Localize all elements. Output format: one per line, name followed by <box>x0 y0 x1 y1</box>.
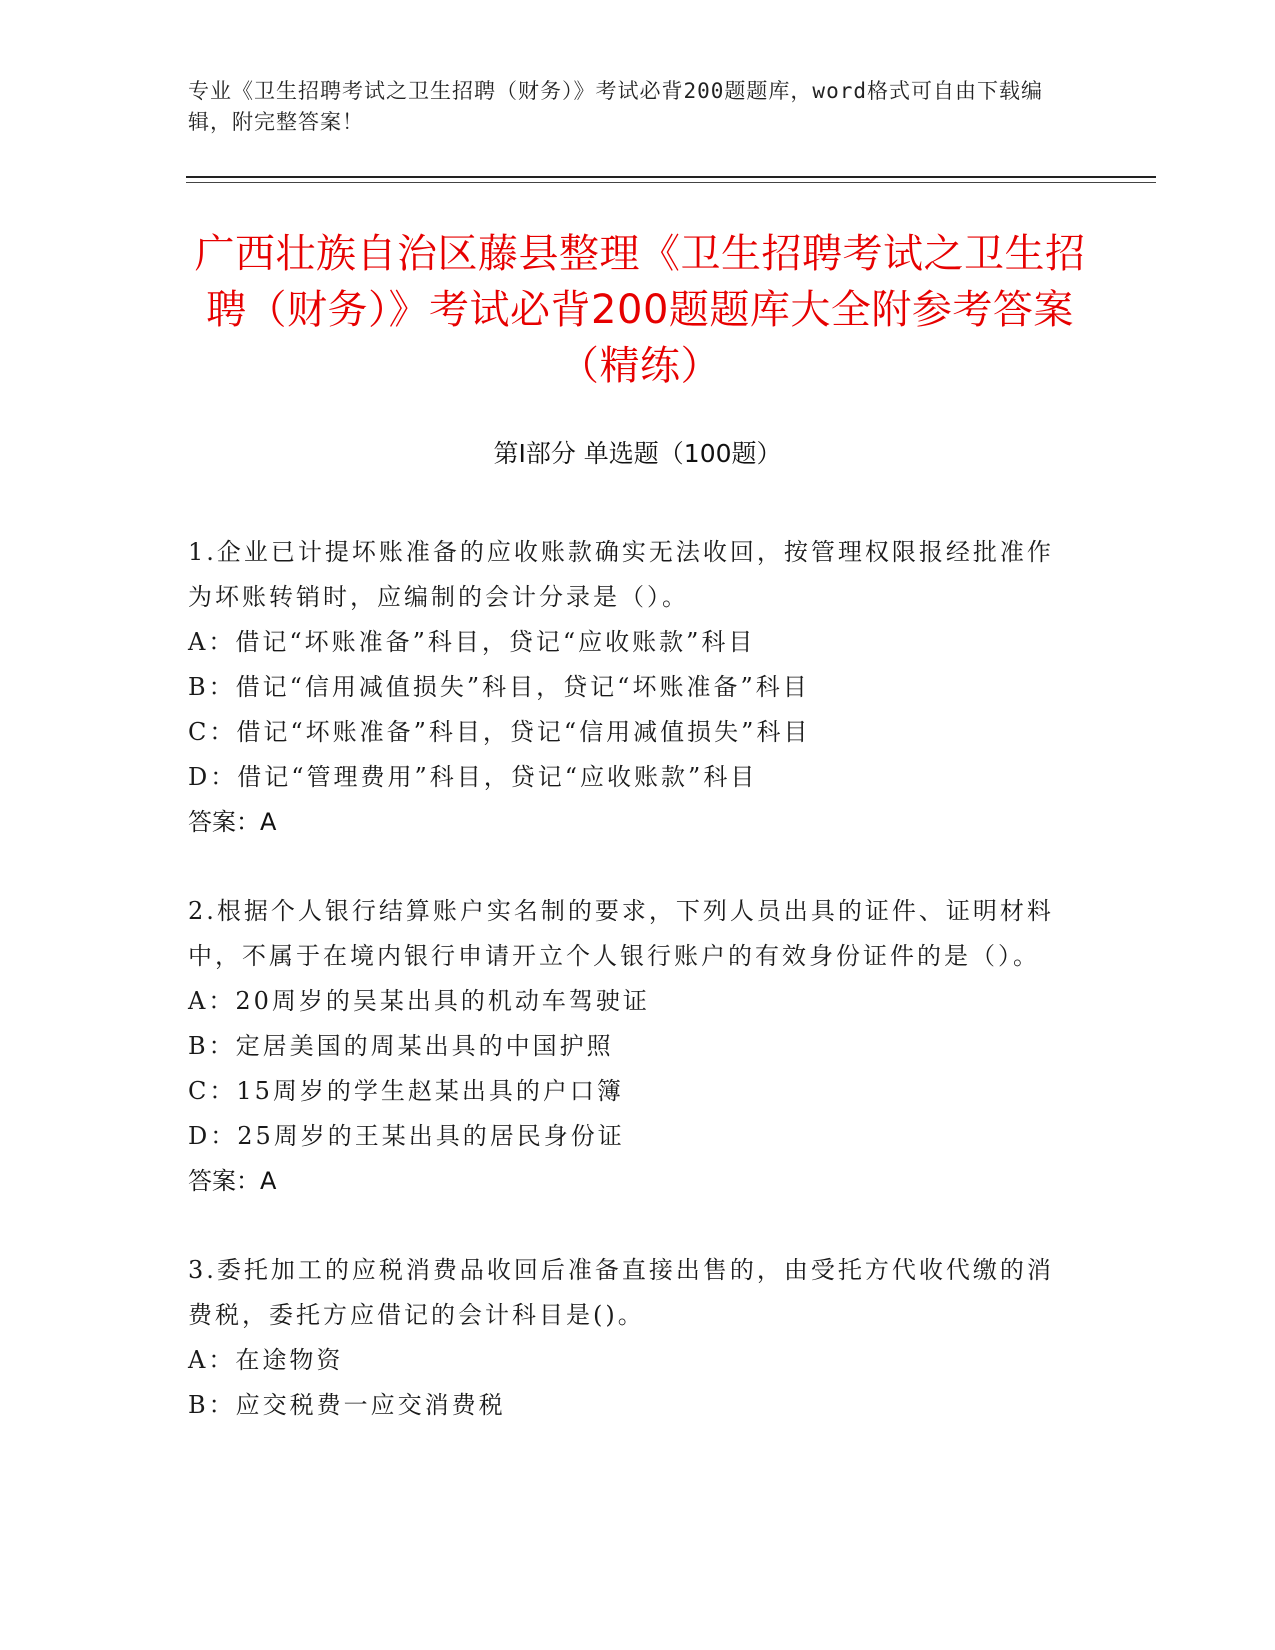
question-2 <box>188 889 1063 1204</box>
option-b: B：定居美国的周某出具的中国护照 <box>188 1032 614 1060</box>
question-3 <box>188 1248 1063 1428</box>
option-d: D：借记“管理费用”科目，贷记“应收账款”科目 <box>188 763 758 791</box>
option-d: D：25周岁的王某出具的居民身份证 <box>188 1122 625 1150</box>
question-text: 1.企业已计提坏账准备的应收账款确实无法收回，按管理权限报经批准作为坏账转销时，应编制的会计分录是（）。 <box>188 538 1054 611</box>
section-heading: 第Ⅰ部分 单选题（100题） <box>493 439 782 468</box>
option-a: A：借记“坏账准备”科目，贷记“应收账款”科目 <box>188 628 756 656</box>
header-note: 专业《卫生招聘考试之卫生招聘（财务）》考试必背200题题库，word格式可自由下载编辑，附完整答案！ <box>188 79 1043 134</box>
option-a: A：在途物资 <box>188 1346 344 1374</box>
document-title: 广西壮族自治区藤县整理《卫生招聘考试之卫生招聘（财务）》考试必背200题题库大全附参考答案（精练） <box>194 231 1086 389</box>
header-divider-thick <box>186 176 1156 178</box>
option-c: C：15周岁的学生赵某出具的户口簿 <box>188 1077 624 1105</box>
answer: 答案：A <box>188 1167 277 1195</box>
header-divider-thin <box>186 182 1156 183</box>
answer: 答案：A <box>188 808 277 836</box>
option-a: A：20周岁的吴某出具的机动车驾驶证 <box>188 987 650 1015</box>
option-b: B：应交税费一应交消费税 <box>188 1391 506 1419</box>
question-text: 3.委托加工的应税消费品收回后准备直接出售的，由受托方代收代缴的消费税，委托方应借记的会计科目是()。 <box>188 1256 1054 1329</box>
option-c: C：借记“坏账准备”科目，贷记“信用减值损失”科目 <box>188 718 811 746</box>
question-1 <box>188 530 1063 845</box>
question-text: 2.根据个人银行结算账户实名制的要求，下列人员出具的证件、证明材料中，不属于在境内银行申请开立个人银行账户的有效身份证件的是（）。 <box>188 897 1054 970</box>
option-b: B：借记“信用减值损失”科目，贷记“坏账准备”科目 <box>188 673 810 701</box>
question-list <box>188 530 1063 1472</box>
